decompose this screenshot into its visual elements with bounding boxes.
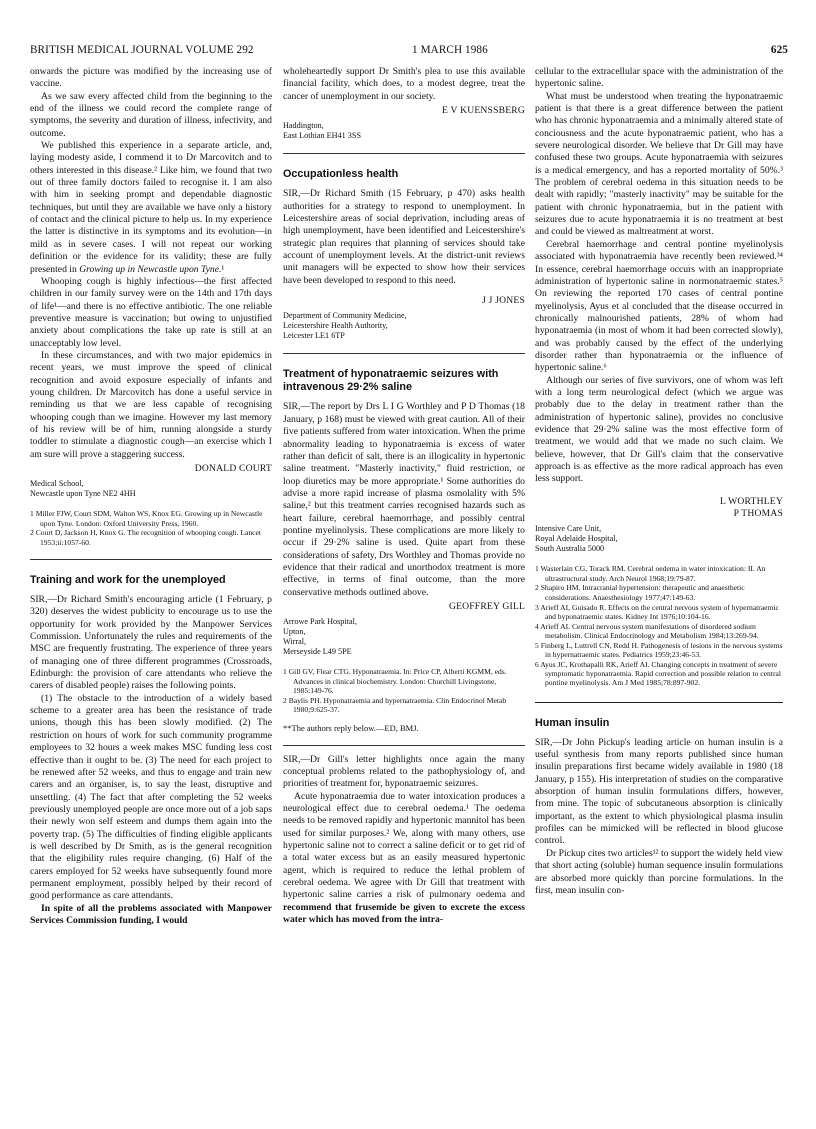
column-1 — [30, 66, 272, 927]
divider — [535, 702, 783, 703]
letter-headline: Occupationless health — [283, 168, 399, 181]
divider — [283, 745, 525, 746]
author-address: Medical School, Newcastle upon Tyne NE2 4HH — [30, 479, 136, 499]
reference: 5 Finberg L, Luttrell CN, Redd H. Pathogenesis of lesions in the nervous systems in hypernatraemic states. Pediatrics 1959;23:46-53. — [535, 640, 783, 660]
reference-list — [30, 509, 272, 547]
running-header — [30, 44, 788, 58]
column-2 — [283, 66, 525, 926]
paragraph: cellular to the extracellular space with the administration of the hypertonic saline. — [535, 66, 783, 90]
paragraph: Although our series of five survivors, one of whom was left with a long term neurological defect (which we argue was probably due to the delay in treatment rather than the administration of hypertonic saline), provides no conclusive evidence that 29·2% saline was the most effective form of treatment, we would add that we made no such claim. We believe, however, that Dr Gill's claim that the conservative approach is as effective as the more radical approach has even less support. — [535, 374, 783, 485]
reference: 1 Miller FJW, Court SDM, Walton WS, Knox EG. Growing up in Newcastle upon Tyne. London: Oxford University Press, 1960. — [30, 509, 263, 528]
reference: 1 Wasterlain CG, Torack RM. Cerebral oedema in water intoxication: II. An ultrastructural study. Arch Neurol 1968;19:79-87. — [535, 564, 766, 583]
paragraph: Cerebral haemorrhage and central pontine myelinolysis associated with hyponatraemia have recently been reviewed.³⁴ In essence, cerebral haemorrhage occurs with an inappropriate administration of hypertonic saline in normonatraemic states.⁵ On reviewing the reported 170 cases of central pontine myelinolysis, Ayus et al concluded that the disease occurred in chronically malnourished patients, 28% of whom had hyponatraemia (in most of whom it had been corrected slowly), and was probably caused by the effect of the underlying disorder rather than hyponatraemia or the influence of hypertonic saline.⁶ — [535, 238, 783, 374]
author-address: Department of Community Medicine, Leicestershire Health Authority, Leicester LE1 6TP — [283, 311, 407, 341]
paragraph: What must be understood when treating the hyponatraemic patient is that there is a great difference between the patient who has chronic hyponatraemia and a minimally altered state of conciousness and the acute hyponatraemic patient, who has a severe neurological disorder. We believe that Dr Gill may have confused these two groups. Acute hyponatraemia with seizures is a medical emergency, and has a reported mortality of 50%.³ The problem of cerebral oedema in this situation needs to be dealt with rapidly; "masterly inactivity" may be suitable for the patient with chronic hyponatraemia, but in the patient with seizures due to acute hyponatraemia it is no treatment at best and could be viewed as maltreatment at worst. — [535, 90, 783, 238]
author-address: Arrowe Park Hospital, Upton, Wirral, Merseyside L49 5PE — [283, 617, 357, 657]
editor-note: **The authors reply below.—ED, BMJ. — [283, 723, 419, 734]
letter-headline: Human insulin — [535, 716, 610, 729]
author-address: Haddington, East Lothian EH41 3SS — [283, 121, 362, 141]
page-number: 625 — [770, 44, 788, 56]
paragraph: (1) The obstacle to the introduction of a widely based scheme to a greater area has been the resistance of trade unions, though this has been slowly modified. (2) The restriction on hours of work for such community programme employees to 32 hours a week makes MSC funding less cost effective than it ought to be. (3) The need for each project to be renewed after 52 weeks, and thus to engage and train new carers and an organiser, is, to say the least, disruptive and unsettling. (4) The fact that after completing the 52 weeks previously unemployed people are once more out of a job saps their newly won self esteem and dumps them again into the poverty trap. (5) The difficulties of finding eligible applicants is well described by Dr Smith, as is the general recognition that the eligibility rules require changing. (6) Half of the carers employed for 52 weeks have subsequently found more permanent employment, possibly helped by their record of good performance as care attendants. — [30, 692, 272, 902]
issue-date: 1 MARCH 1986 — [412, 44, 488, 56]
paragraph: We published this experience in a separate article, and, laying modesty aside, I commend it to Dr Marcovitch and to others interested in this disease.² Like him, we found that two out of three family doctors failed to recognise it. I am also with him in seeking prompt and dependable diagnostic techniques, but until they are available we have only a history of contact and the clinical picture to help us. In my experience the latter is distinctive in its symptoms and its evolution—in mild as in severe cases. I will not repeat our working definition or the evidence for its validity; these are fully presented in Growing up in Newcastle upon Tyne.¹ — [30, 140, 272, 275]
paragraph: SIR,—Dr Gill's letter highlights once again the many conceptual problems related to the pathophysiology of, and priorities of treatment for, hyponatraemic seizures. — [283, 753, 525, 790]
paragraph: SIR,—Dr Richard Smith (15 February, p 470) asks health authorities for a strategy to respond to unemployment. In Leicestershire areas of social deprivation, including areas of high unemployment, have been identified and Leicestershire's strategic plan requires that planning of services should take account of unemployment levels. At the district-unit reviews unit managers will be expected to show how their services have been developed to respond to this need. — [283, 188, 525, 286]
author-signature: GEOFFREY GILL — [448, 600, 525, 612]
author-signature: P THOMAS — [733, 508, 783, 520]
author-signature: J J JONES — [482, 295, 525, 307]
paragraph: As we saw every affected child from the beginning to the end of the illness we could record the complete range of symptoms, the severity and duration of illness, infectivity, and outcome. — [30, 90, 272, 139]
letter-headline: Treatment of hyponatraemic seizures with intravenous 29·2% saline — [283, 368, 499, 394]
divider — [30, 559, 272, 560]
paragraph: wholeheartedly support Dr Smith's plea to use this available financial facility, which does, to a modest degree, treat the cancer of unemployment in our society. — [283, 66, 525, 102]
paragraph: In spite of all the problems associated with Manpower Services Commission funding, I would — [30, 902, 272, 926]
paragraph: SIR,—Dr Richard Smith's encouraging article (1 February, p 320) deserves the widest publicity to encourage us to use the opportunity for work provided by the Manpower Services Commission. Unfortunately the rules and requirements of the MSC are frequently frustrating. The experience of three years of managing one of three different programmes (Crossroads, Edinburgh: the provision of care attendants who relieve the carers of disabled people) raises the following points. — [30, 594, 272, 692]
divider — [283, 353, 525, 354]
reference-list — [535, 564, 783, 687]
paragraph: Whooping cough is highly infectious—the first affected children in our family survey were on the 14th and 17th days of life¹—and there is no effective antibiotic. The one reliable preventive measure is vaccination; but owing to unjustified anxiety about complications the take up rate is still at an unacceptably low level. — [30, 275, 272, 349]
paragraph: In these circumstances, and with two major epidemics in recent years, we must improve the speed of clinical recognition and avoid exposure especially of infants and young children. Dr Marcovitch has done a useful service in reminding us that we are less capable of recognising whooping cough than we imagine. However my last memory of his review will be of him, running alongside a sturdy toddler to stimulate a diagnostic cough—an exercise which I am sure will prove a staggering success. — [30, 349, 272, 460]
reference: 3 Arieff AI, Guisado R. Effects on the central nervous system of hypernatraemic and hyponatraemic states. Kidney Int 1976;10:104-16. — [535, 602, 779, 621]
paragraph: Acute hyponatraemia due to water intoxication produces a neurological effect due to cerebral oedema.¹ The oedema needs to be removed rapidly and hypertonic mannitol has been used for similar purposes.² We, along with many others, use hypertonic saline not to correct a saline deficit or to get rid of a total water excess but as an easily measured hypertonic agent, which is required to reduce the lethal problem of cerebral oedema. We agree with Dr Gill that treatment with hypertonic saline carries a risk of pulmonary oedema and recommend that frusemide be given to excrete the excess water which has moved from the intra- — [283, 790, 525, 926]
column-3 — [535, 66, 783, 897]
author-signature: L WORTHLEY — [720, 495, 783, 507]
author-signature: E V KUENSSBERG — [442, 105, 525, 117]
reference-list — [283, 667, 525, 714]
reference: 4 Arieff AI. Central nervous system manifestations of disordered sodium metabolism. Clinical Endocrinology and Metabolism 1984;13:269-94. — [535, 621, 759, 640]
reference: 1 Gill GV, Flear CTG. Hyponatraemia. In: Price CP, Alberti KGMM, eds. Advances in clinical biochemistry. London: Churchill Livingstone, 1985:149-76. — [283, 667, 507, 695]
reference: 2 Baylis PH. Hyponatraemia and hypernatraemia. Clin Endocrinol Metab 1980;9:625-37. — [283, 695, 507, 714]
paragraph: Dr Pickup cites two articles¹² to support the widely held view that short acting (soluble) human sequence insulin formulations are absorbed more quickly than porcine formulations. In the first, mean insulin con- — [535, 847, 783, 896]
reference: 6 Ayus JC, Krothapalli RK, Arieff AI. Changing concepts in treatment of severe symptomatic hyponatraemia. Rapid correction and possible relation to central pontine myelinolysis. Am J Med 1985;78:897-902. — [535, 659, 781, 688]
reference: 2 Court D, Jackson H, Knox G. The recognition of whooping cough. Lancet 1953;ii:1057-60. — [30, 528, 262, 547]
paragraph: onwards the picture was modified by the increasing use of vaccine. — [30, 66, 272, 90]
divider — [283, 153, 525, 154]
letter-headline: Training and work for the unemployed — [30, 574, 226, 587]
journal-title: BRITISH MEDICAL JOURNAL VOLUME 292 — [30, 44, 254, 56]
reference: 2 Shapiro HM. Intracranial hypertension: therapeutic and anaesthetic considerations. Anaesthesiology 1977;47:149-63. — [535, 583, 745, 602]
paragraph: SIR,—Dr John Pickup's leading article on human insulin is a useful synthesis from many reports published since human insulin preparations first became widely available in 1980 (18 January, p 155). His interpretation of studies on the comparative absorption of human insulin formulations differs, however, from mine. The topic of subcutaneous absorption is clinically important, as the extent to which physiological plasma insulin profiles can be mimicked will be reflected in blood glucose control. — [535, 736, 783, 847]
paragraph: SIR,—The report by Drs L I G Worthley and P D Thomas (18 January, p 168) must be viewed with great caution. All of their five patients suffered from water intoxication. When the prime abnormality leading to hyponatraemia is excess of water rather than deficit of salt, there is an illogicality in hypertonic saline treatment. "Masterly inactivity," fluid restriction, or loop diuretics may be more appropriate.¹ Some authorities do advise a more rapid increase of plasma osmolality with 5% saline,² but this treatment carries recognised hazards such as heart failure, cerebral haemorrhage, and possibly central pontine myelinolysis. These complications are more likely to occur if 29·2% saline is used. Quite apart from these considerations of safety, Drs Worthley and Thomas provide no evidence that their radical and unorthodox treatment is more effective, in terms of final outcome, than the more conservative methods outlined above. — [283, 401, 525, 598]
author-signature: DONALD COURT — [194, 463, 272, 474]
author-address: Intensive Care Unit, Royal Adelaide Hospital, South Australia 5000 — [535, 524, 618, 554]
